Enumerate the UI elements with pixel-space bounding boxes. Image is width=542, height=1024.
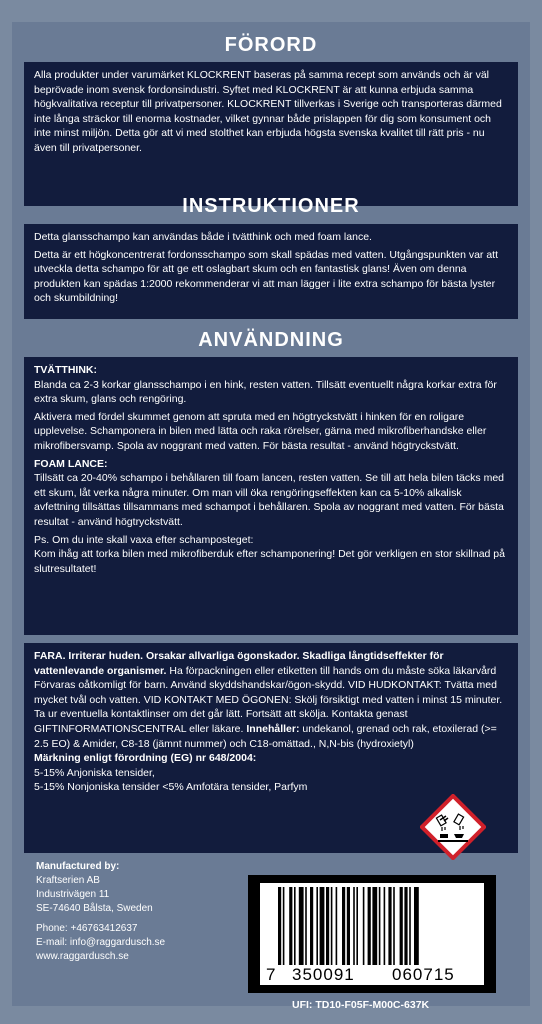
barcode-bar xyxy=(379,887,381,965)
barcode-bar xyxy=(342,887,345,965)
barcode-bar xyxy=(336,887,338,965)
tvatthink-p2: Aktivera med fördel skummet genom att spruta med en högtryckstvätt i hinken för en roligare upplevelse. Schamponera in bilen med lätta och raka rörelser, gärna med mikrofiberhandske eller mikrofibersvamp. Spola av noggrant med vatten. För bästa resultat - använd högtryckstvätt. xyxy=(34,410,487,452)
barcode-bar xyxy=(305,887,307,965)
manufacturer-email: E-mail: info@raggardusch.se xyxy=(36,937,166,948)
barcode-bar xyxy=(310,887,313,965)
barcode-bar xyxy=(388,887,391,965)
barcode-bar xyxy=(347,887,350,965)
manufacturer-name: Kraftserien AB xyxy=(36,875,100,886)
barcode-bar xyxy=(400,887,403,965)
ufi-code: UFI: TD10-F05F-M00C-637K xyxy=(292,999,430,1011)
instruktioner-p2: Detta är ett högkoncentrerat fordonsschampo som skall spädas med vatten. Utgångspunkten var att utveckla detta schampo för att ge ett oslagbart skum och en fantastisk glans! Även om denna produkten kan spädas 1:2000 rekommenderar vi att man lägger i lite extra schampo för bästa lyster och skumbildning! xyxy=(34,248,499,305)
barcode-area xyxy=(260,883,484,985)
barcode-bar xyxy=(363,887,365,965)
barcode-bar xyxy=(320,887,325,965)
barcode-bar xyxy=(294,887,296,965)
barcode-bar xyxy=(289,887,292,965)
tvatthink-title: TVÄTTHINK: xyxy=(34,364,97,376)
barcode-bar xyxy=(331,887,333,965)
manufacturer-web: www.raggardusch.se xyxy=(36,951,129,962)
barcode-bar xyxy=(384,887,386,965)
barcode-bars xyxy=(260,887,484,967)
foam-p1: Tillsätt ca 20-40% schampo i behållaren till foam lancen, resten vatten. Se till att hela bilen täcks med ett skum, låt verka några minuter. Om man vill öka rengöringseffekten kan ca 5-10% alkalisk avfettning tillsättas tillsammans med schampot i behållaren. Spola av noggrant med vatten. För bästa resultat - använd högtryckstvätt. xyxy=(34,472,505,528)
barcode-bar xyxy=(372,887,377,965)
product-label xyxy=(12,22,530,1011)
barcode-digits-3: 060715 xyxy=(392,965,455,984)
instruktioner-heading: INSTRUKTIONER xyxy=(182,195,360,217)
barcode-bar xyxy=(299,887,304,965)
ps-p1: Ps. Om du inte skall vaxa efter schamposteget: xyxy=(34,533,254,546)
foam-title: FOAM LANCE: xyxy=(34,457,108,470)
manufacturer-title: Manufactured by: xyxy=(36,861,120,872)
instruktioner-panel xyxy=(24,224,518,319)
barcode-bar xyxy=(353,887,355,965)
ps-p2: Kom ihåg att torka bilen med mikrofiberduk efter schamponering! Det gör verkligen en stor skillnad på slutresultatet! xyxy=(34,548,505,575)
barcode-bar xyxy=(368,887,371,965)
tvatthink-p1: Blanda ca 2-3 korkar glansschampo i en hink, resten vatten. Tillsätt eventuellt några korkar extra för extra skum, glans och rengöring. xyxy=(34,378,497,406)
instruktioner-p1: Detta glansschampo kan användas både i tvätthink och med foam lance. xyxy=(34,231,372,243)
barcode-digits-2: 350091 xyxy=(292,965,355,984)
manufacturer-city: SE-74640 Bålsta, Sweden xyxy=(36,903,153,914)
barcode-bar xyxy=(409,887,411,965)
forord-text: Alla produkter under varumärket KLOCKRENT baseras på samma recept som används och är väl beprövade inom svensk fordonsindustri. Syftet med KLOCKRENT är att kunna erbjuda samma högkvalitativa receptur till privatpersoner. KLOCKRENT tillverkas i Sverige och transporteras därmed inte långa sträckor till enorma kostnader, vilket gynnar både prislappen för dig som konsument och inte minst miljön. Detta gör att vi med stolthet kan erbjuda högsta svenska kvalitet till rätt pris - nu även till privatpersoner. xyxy=(34,69,502,154)
barcode-bar xyxy=(356,887,358,965)
barcode-digit-1: 7 xyxy=(266,965,276,984)
anvandning-panel xyxy=(24,357,518,635)
anvandning-heading: ANVÄNDNING xyxy=(198,329,344,351)
manufacturer-street: Industrivägen 11 xyxy=(36,889,110,900)
marking-line-2: 5-15% Nonjoniska tensider <5% Amfotära tensider, Parfym xyxy=(34,781,308,794)
barcode-bar xyxy=(326,887,329,965)
barcode-bar xyxy=(316,887,318,965)
manufacturer-phone: Phone: +46763412637 xyxy=(36,923,138,934)
ghs-corrosive-icon xyxy=(420,794,486,860)
forord-heading: FÖRORD xyxy=(224,34,318,56)
fara-text: FARA. Irriterar huden. Orsakar allvarliga ögonskador. Skadliga långtidseffekter för vattenlevande organismer. Ha förpackningen eller etiketten till hands om du måste söka läkarvård Förvaras oåtkomligt för barn. Använd skyddshandskar/ögon-skydd. VID HUDKONTAKT: Tvätta med mycket tvål och vatten. VID KONTAKT MED ÖGONEN: Skölj försiktigt med vatten i minst 15 minuter. Ta ur eventuella kontaktlinser om det går lätt. Fortsätt att skölja. Kontakta genast GIFTINFORMATIONSCENTRAL eller läkare. Innehåller: undekanol, grenad och rak, etoxilerad (>= 2.5 EO) & Amider, C8-18 (jämnt nummer) och C18-omättad., N,N-bis (hydroxietyl) xyxy=(34,650,503,750)
barcode-bar xyxy=(414,887,419,965)
barcode-bar xyxy=(283,887,285,965)
forord-panel xyxy=(24,62,518,206)
marking-title: Märkning enligt förordning (EG) nr 648/2004: xyxy=(34,752,257,765)
manufacturer-block xyxy=(36,860,165,964)
barcode-bar xyxy=(278,887,281,965)
barcode-bar xyxy=(393,887,395,965)
barcode-bar xyxy=(404,887,407,965)
barcode xyxy=(248,875,496,993)
marking-line-1: 5-15% Anjoniska tensider, xyxy=(34,766,155,779)
